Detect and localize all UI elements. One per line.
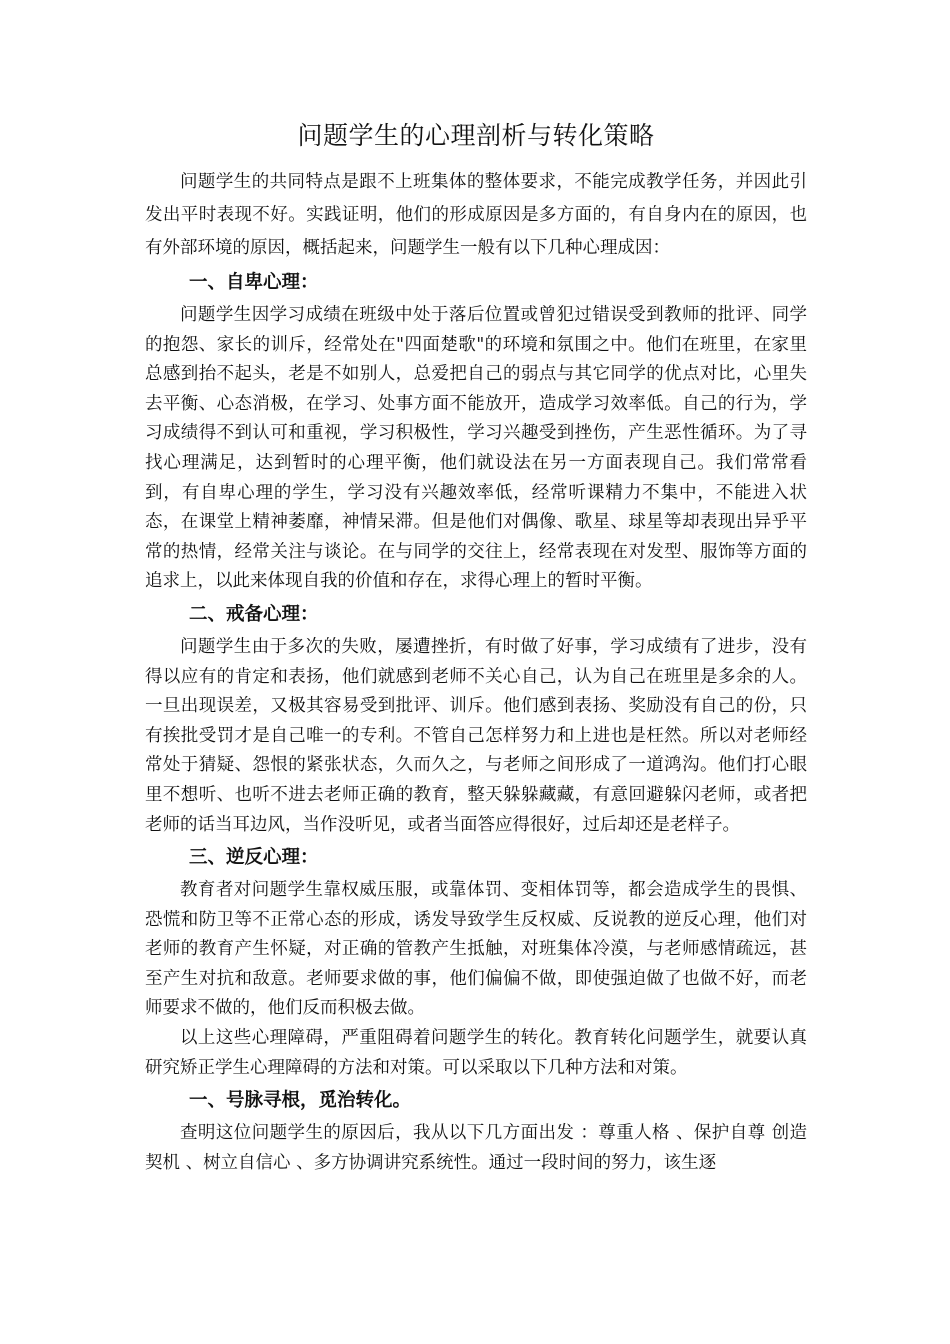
strategy-heading-diagnose: 一、号脉寻根，觅治转化。 — [189, 1090, 412, 1112]
section-heading-inferiority: 一、自卑心理： — [189, 272, 319, 293]
document-page — [145, 118, 807, 1178]
section-body-defensive: 问题学生由于多次的失败，屡遭挫折，有时做了好事，学习成绩有了进步，没有得以应有的肯定和表扬，他们就感到老师不关心自己，认为自己在班里是多余的人。一旦出现误差，又极其容易受到批评、训斥。他们感到表扬、奖励没有自己的份，只有挨批受罚才是自己唯一的专利。不管自己怎样努力和上进也是枉然。所以对老师经常处于猜疑、怨恨的紧张状态，久而久之，与老师之间形成了一道鸿沟。他们打心眼里不想听、也听不进去老师正确的教育，整天躲躲藏藏，有意回避躲闪老师，或者把老师的话当耳边风，当作没听见，或者当面答应得很好，过后却还是老样子。 — [145, 636, 807, 835]
section-body-inferiority: 问题学生因学习成绩在班级中处于落后位置或曾犯过错误受到教师的批评、同学的抱怨、家长的训斥，经常处在"四面楚歌"的环境和氛围之中。他们在班里，在家里总感到抬不起头，老是不如别人，总爱把自己的弱点与其它同学的优点对比，心里失去平衡、心态消极，在学习、处事方面不能放开，造成学习效率低。自己的行为，学习成绩得不到认可和重视，学习积极性，学习兴趣受到挫伤，产生恶性循环。为了寻找心理满足，达到暂时的心理平衡，他们就设法在另一方面表现自己。我们常常看到，有自卑心理的学生，学习没有兴趣效率低，经常听课精力不集中，不能进入状态，在课堂上精神萎靡，神情呆滞。但是他们对偶像、歌星、球星等却表现出异乎平常的热情，经常关注与谈论。在与同学的交往上，经常表现在对发型、服饰等方面的追求上，以此来体现自我的价值和存在，求得心理上的暂时平衡。 — [145, 305, 807, 592]
strategy-body-diagnose: 查明这位问题学生的原因后，我从以下几方面出发 ：尊重人格 、保护自尊 创造契机 、树立自信心 、多方协调讲究系统性。通过一段时间的努力，该生逐 — [145, 1123, 807, 1173]
section-heading-defensive: 二、戒备心理： — [189, 603, 319, 625]
intro-paragraph: 问题学生的共同特点是跟不上班集体的整体要求，不能完成教学任务，并因此引发出平时表现不好。实践证明，他们的形成原因是多方面的，有自身内在的原因，也有外部环境的原因，概括起来，问题学生一般有以下几种心理成因： — [145, 172, 807, 258]
section-body-rebellious: 教育者对问题学生靠权威压服，或靠体罚、变相体罚等，都会造成学生的畏惧、恐慌和防卫等不正常心态的形成，诱发导致学生反权威、反说教的逆反心理，他们对老师的教育产生怀疑，对正确的管教产生抵触，对班集体冷漠，与老师感情疏远，甚至产生对抗和敌意。老师要求做的事，他们偏偏不做，即使强迫做了也做不好，而老师要求不做的，他们反而积极去做。 — [145, 880, 807, 1019]
document-title: 问题学生的心理剖析与转化策略 — [297, 121, 655, 150]
transition-paragraph: 以上这些心理障碍，严重阻碍着问题学生的转化。教育转化问题学生，就要认真研究矫正学生心理障碍的方法和对策。可以采取以下几种方法和对策。 — [145, 1028, 807, 1078]
section-heading-rebellious: 三、逆反心理： — [189, 847, 319, 869]
